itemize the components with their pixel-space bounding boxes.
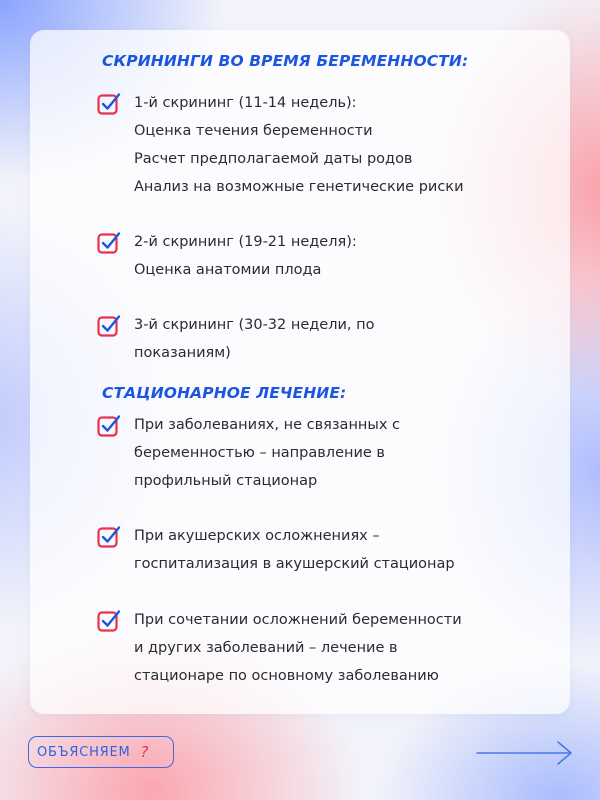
list-item-text: 1-й скрининг (11-14 недель): (134, 95, 357, 111)
section-heading-inpatient: СТАЦИОНАРНОЕ ЛЕЧЕНИЕ: (102, 384, 347, 402)
list-item-text: беременностью – направление в (134, 445, 385, 461)
list-item-text: и других заболеваний – лечение в (134, 640, 398, 656)
list-item-text: При акушерских осложнениях – (134, 528, 380, 544)
list-item-text: 3-й скрининг (30-32 недели, по (134, 317, 375, 333)
list-item-text: 2-й скрининг (19-21 неделя): (134, 234, 357, 250)
list-item-text: Оценка анатомии плода (134, 262, 322, 278)
list-item-text: стационаре по основному заболеванию (134, 668, 439, 684)
checkbox-checked-icon (97, 314, 121, 338)
question-mark-icon: ? (140, 743, 149, 761)
list-item-text: Расчет предполагаемой даты родов (134, 151, 413, 167)
list-item-text: профильный стационар (134, 473, 318, 489)
explain-button-label: ОБЪЯСНЯЕМ (37, 744, 131, 760)
checkbox-checked-icon (97, 92, 121, 116)
list-item-text: показаниям) (134, 345, 231, 361)
checkbox-checked-icon (97, 609, 121, 633)
list-item-text: При заболеваниях, не связанных с (134, 417, 401, 433)
checkbox-checked-icon (97, 525, 121, 549)
list-item-text: При сочетании осложнений беременности (134, 612, 462, 628)
list-item-text: Оценка течения беременности (134, 123, 373, 139)
checkbox-checked-icon (97, 414, 121, 438)
list-item-text: Анализ на возможные генетические риски (134, 179, 464, 195)
list-item-text: госпитализация в акушерский стационар (134, 556, 455, 572)
section-heading-screenings: СКРИНИНГИ ВО ВРЕМЯ БЕРЕМЕННОСТИ: (102, 52, 469, 70)
checkbox-checked-icon (97, 231, 121, 255)
explain-button[interactable] (28, 736, 174, 768)
arrow-right-icon[interactable] (476, 740, 574, 766)
